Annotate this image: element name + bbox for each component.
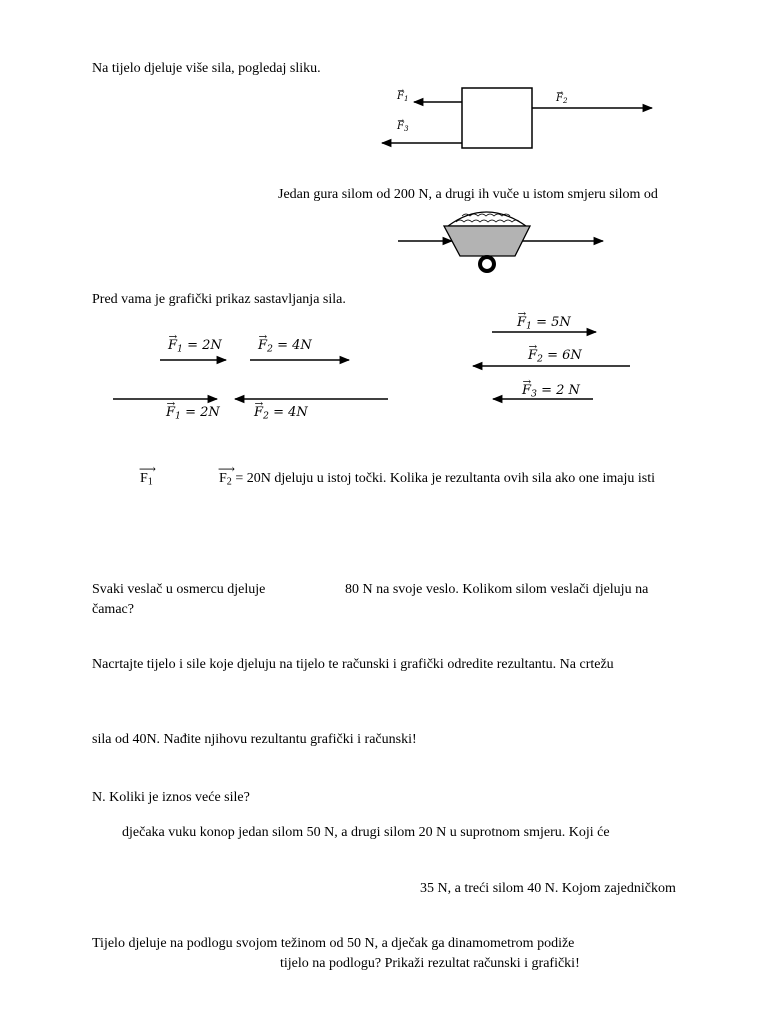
paragraph-6: Nacrtajte tijelo i sile koje djeluju na tijelo te računski i grafički odredite rezultantu. Na crtežu xyxy=(92,657,614,672)
paragraph-4: ⟶ $F_2 = 20N$ djeluju u istoj točki. Kolika je rezultanta ovih sila ako one imaju isti xyxy=(219,471,655,491)
paragraph-5-line2: čamac? xyxy=(92,602,134,617)
vector-addition-left xyxy=(113,360,388,399)
vector-f1-symbol: ⟶ $F_1$ xyxy=(140,471,153,491)
paragraph-7: sila od 40N. Nađite njihovu rezultantu grafički i računski! xyxy=(92,732,417,747)
paragraph-11-line2: tijelo na podlogu? Prikaži rezultat računski i grafički! xyxy=(280,956,580,971)
paragraph-8: N. Koliki je iznos veće sile? xyxy=(92,790,250,805)
force-diagram-box xyxy=(382,88,652,148)
paragraph-1: Na tijelo djeluje više sila, pogledaj sliku. xyxy=(92,61,321,76)
paragraph-10: 35 N, a treći silom 40 N. Kojom zajedničkom xyxy=(420,881,676,896)
label-c-f1: → $F_1 = 5N$ xyxy=(517,315,571,333)
label-a-f1: → $F_1 = 2N$ xyxy=(168,338,222,356)
cart-wheel xyxy=(480,257,494,271)
paragraph-5-line1a: Svaki veslač u osmercu djeluje xyxy=(92,582,266,597)
body-box xyxy=(462,88,532,148)
cart-drawing xyxy=(398,212,603,271)
paragraph-11-line1: Tijelo djeluje na podlogu svojom težinom od 50 N, a dječak ga dinamometrom podiže xyxy=(92,936,575,951)
label-b-f1: → $F_1 = 2N$ xyxy=(166,405,220,423)
label-f2: → $F_2$ xyxy=(556,93,568,107)
paragraph-5-line1b: 80 N na svoje veslo. Kolikom silom veslači djeluju na xyxy=(345,582,649,597)
label-f3: → $F_3$ xyxy=(397,121,409,135)
paragraph-9: dječaka vuku konop jedan silom 50 N, a drugi silom 20 N u suprotnom smjeru. Koji će xyxy=(122,825,610,840)
paragraph-2: Jedan gura silom od 200 N, a drugi ih vuče u istom smjeru silom od xyxy=(278,187,658,202)
label-b-f2: → $F_2 = 4N$ xyxy=(254,405,308,423)
cart-body xyxy=(444,226,530,256)
cart-load xyxy=(448,212,526,226)
label-c-f2: → $F_2 = 6N$ xyxy=(528,348,582,366)
paragraph-3: Pred vama je grafički prikaz sastavljanja sila. xyxy=(92,292,346,307)
label-c-f3: → $F_3 = 2$ N xyxy=(522,383,580,401)
label-a-f2: → $F_2 = 4N$ xyxy=(258,338,312,356)
label-f1: → $F_1$ xyxy=(397,91,409,105)
